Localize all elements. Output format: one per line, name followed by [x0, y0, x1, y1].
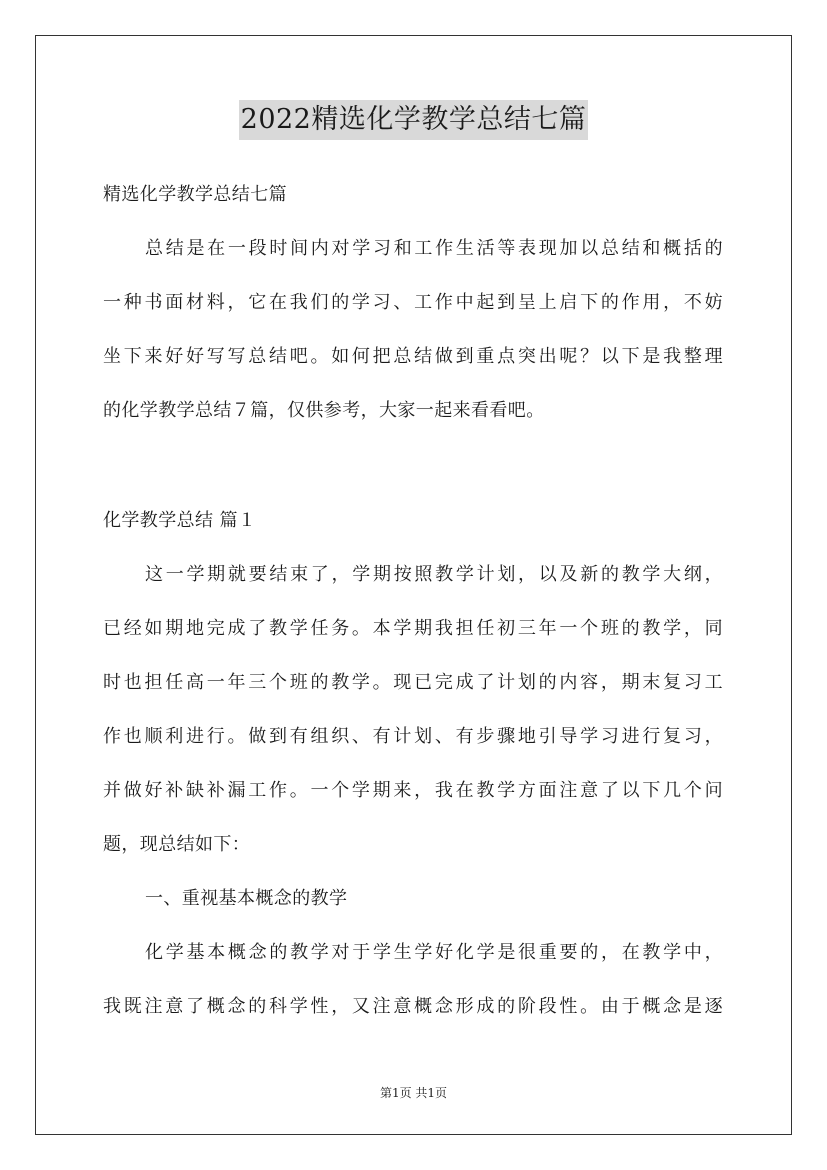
body-line-3: 时也担任高一年三个班的教学。现已完成了计划的内容，期末复习工: [103, 672, 723, 693]
intro-line-3: 坐下来好好写写总结吧。如何把总结做到重点突出呢？以下是我整理: [103, 346, 723, 367]
point-heading: 一、重视基本概念的教学: [145, 888, 348, 909]
intro-line-2: 一种书面材料，它在我们的学习、工作中起到呈上启下的作用，不妨: [103, 292, 723, 313]
title-wrapper: [0, 100, 827, 140]
intro-line-1: 总结是在一段时间内对学习和工作生活等表现加以总结和概括的: [145, 238, 723, 259]
document-title: 2022精选化学教学总结七篇: [239, 100, 589, 140]
body-line-4: 作也顺利进行。做到有组织、有计划、有步骤地引导学习进行复习，: [103, 726, 723, 747]
intro-line-4: 的化学教学总结７篇，仅供参考，大家一起来看看吧。: [103, 400, 545, 421]
section-heading: 化学教学总结 篇１: [103, 510, 257, 531]
body-line-2: 已经如期地完成了教学任务。本学期我担任初三年一个班的教学，同: [103, 618, 723, 639]
body-line-6: 题，现总结如下：: [103, 834, 251, 855]
document-subtitle: 精选化学教学总结七篇: [103, 184, 287, 205]
point-line-1: 化学基本概念的教学对于学生学好化学是很重要的，在教学中，: [145, 942, 723, 963]
body-line-1: 这一学期就要结束了，学期按照教学计划，以及新的教学大纲，: [145, 564, 723, 585]
page-footer: 第1页 共1页: [379, 1086, 448, 1100]
point-line-2: 我既注意了概念的科学性，又注意概念形成的阶段性。由于概念是逐: [103, 996, 723, 1017]
body-line-5: 并做好补缺补漏工作。一个学期来，我在教学方面注意了以下几个问: [103, 780, 723, 801]
